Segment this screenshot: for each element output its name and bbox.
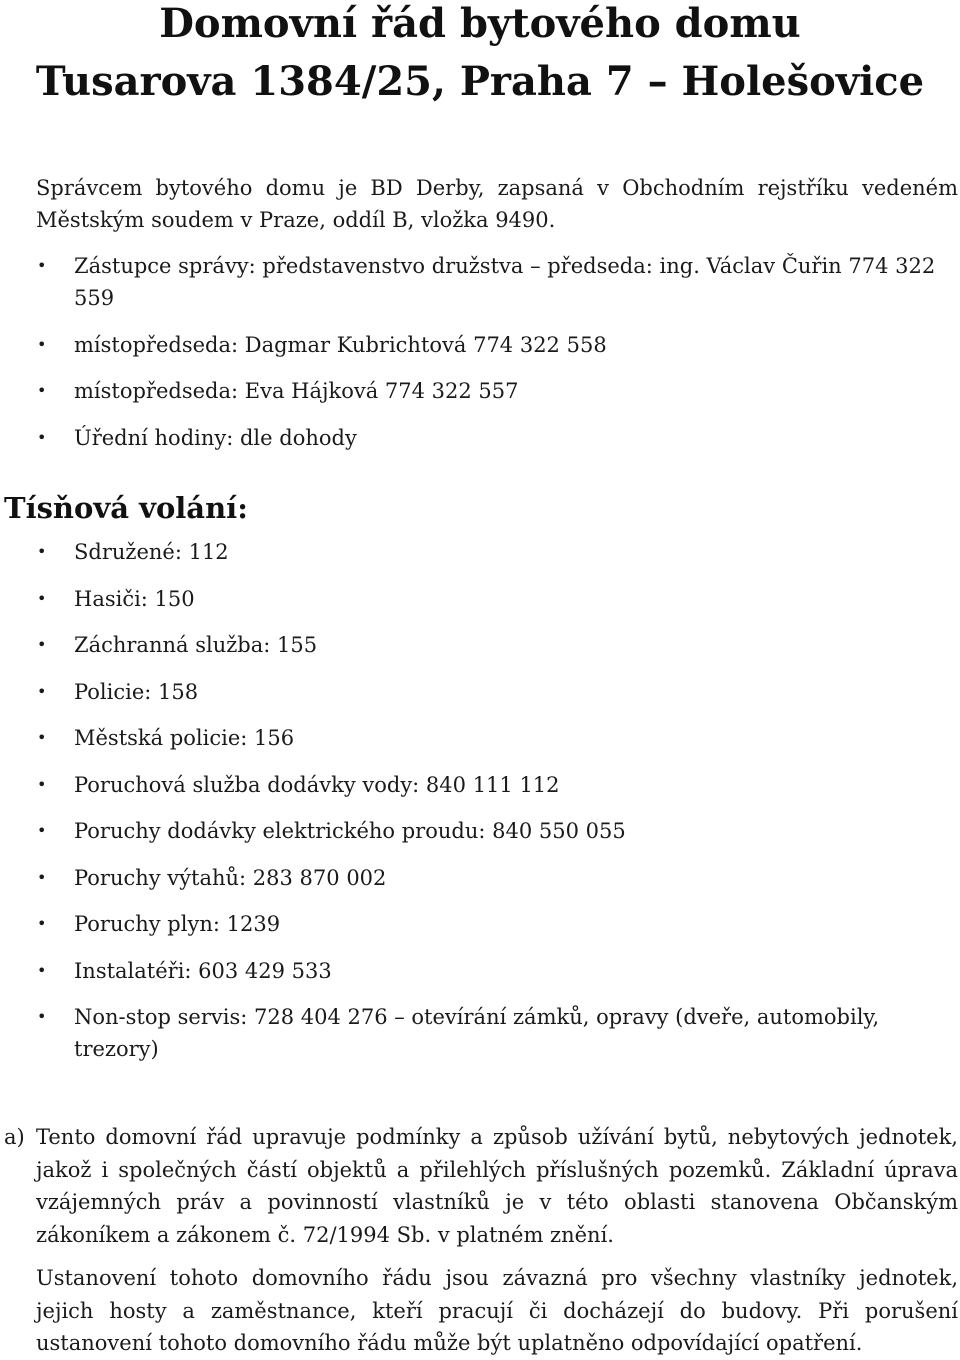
list-item-text: Úřední hodiny: dle dohody [74, 425, 357, 450]
list-item-text: Non-stop servis: 728 404 276 – otevírání zámků, opravy (dveře, automobily, trezory) [74, 1005, 880, 1061]
paragraph-b: Ustanovení tohoto domovního řádu jsou závazná pro všechny vlastníky jednotek, jejich hosty a zaměstnance, kteří pracují či docházejí do budovy. Při porušení ustanovení tohoto domovního řádu může být uplatněno odpovídající opatření. [36, 1266, 958, 1355]
list-item [0, 250, 960, 314]
bullet-icon: • [37, 256, 47, 275]
list-item-text: Poruchy plyn: 1239 [74, 912, 281, 936]
list-item [0, 815, 960, 847]
list-item [0, 629, 960, 661]
list-item [0, 1001, 960, 1065]
document-title-line-1: Domovní řád bytového domu [159, 0, 801, 47]
list-item-text: Zástupce správy: představenstvo družstva – předseda: ing. Václav Čuřin 774 322 559 [74, 254, 936, 310]
list-item-text: místopředseda: Eva Hájková 774 322 557 [74, 379, 519, 403]
bullet-icon: • [37, 1007, 47, 1026]
list-item [0, 769, 960, 801]
list-item [0, 676, 960, 708]
list-item [0, 422, 960, 454]
bullet-icon: • [37, 542, 47, 561]
bullet-icon: • [37, 774, 47, 794]
list-item-text: Poruchy výtahů: 283 870 002 [74, 865, 387, 890]
paragraph-marker: a) [4, 1125, 25, 1149]
list-item-text: místopředseda: Dagmar Kubrichtová 774 322 558 [74, 332, 607, 357]
bullet-icon: • [37, 588, 47, 608]
list-item [0, 536, 960, 568]
list-item [0, 955, 960, 987]
bullet-icon: • [37, 867, 47, 887]
list-item-text: Hasiči: 150 [74, 586, 195, 611]
bullet-icon: • [37, 334, 47, 354]
list-item-text: Městská policie: 156 [74, 726, 295, 750]
list-item-text: Záchranná služba: 155 [74, 633, 318, 657]
paragraph-a-text: Tento domovní řád upravuje podmínky a způsob užívání bytů, nebytových jednotek, jakož i společných částí objektů a přilehlých příslušných pozemků. Základní úprava vzájemných práv a povinností vlastníků je v této oblasti stanovena Občanským zákoníkem a zákonem č. 72/1994 Sb. v platném znění. [36, 1125, 958, 1247]
document-title-line-2: Tusarova 1384/25, Praha 7 – Holešovice [35, 58, 925, 105]
list-item [0, 862, 960, 894]
administration-list [0, 250, 960, 468]
bullet-icon: • [37, 635, 47, 654]
list-item [0, 583, 960, 615]
list-item-text: Poruchová služba dodávky vody: 840 111 112 [74, 772, 560, 797]
list-item [0, 375, 960, 407]
bullet-icon: • [37, 681, 47, 701]
bullet-icon: • [37, 427, 47, 447]
bullet-icon: • [37, 960, 47, 980]
paragraph-a [4, 1121, 958, 1251]
list-item-text: Sdružené: 112 [74, 540, 229, 564]
list-item-text: Instalatéři: 603 429 533 [74, 958, 332, 983]
bullet-icon: • [37, 381, 47, 400]
emergency-heading: Tísňová volání: [4, 491, 248, 525]
list-item-text: Poruchy dodávky elektrického proudu: 840 550 055 [74, 819, 626, 843]
list-item [0, 329, 960, 361]
list-item [0, 722, 960, 754]
bullet-icon: • [37, 914, 47, 933]
emergency-list [0, 536, 960, 1080]
intro-paragraph: Správcem bytového domu je BD Derby, zapsaná v Obchodním rejstříku vedeném Městským soudem v Praze, oddíl B, vložka 9490. [36, 176, 958, 232]
list-item-text: Policie: 158 [74, 679, 199, 704]
list-item [0, 908, 960, 940]
bullet-icon: • [37, 821, 47, 840]
bullet-icon: • [37, 728, 47, 747]
